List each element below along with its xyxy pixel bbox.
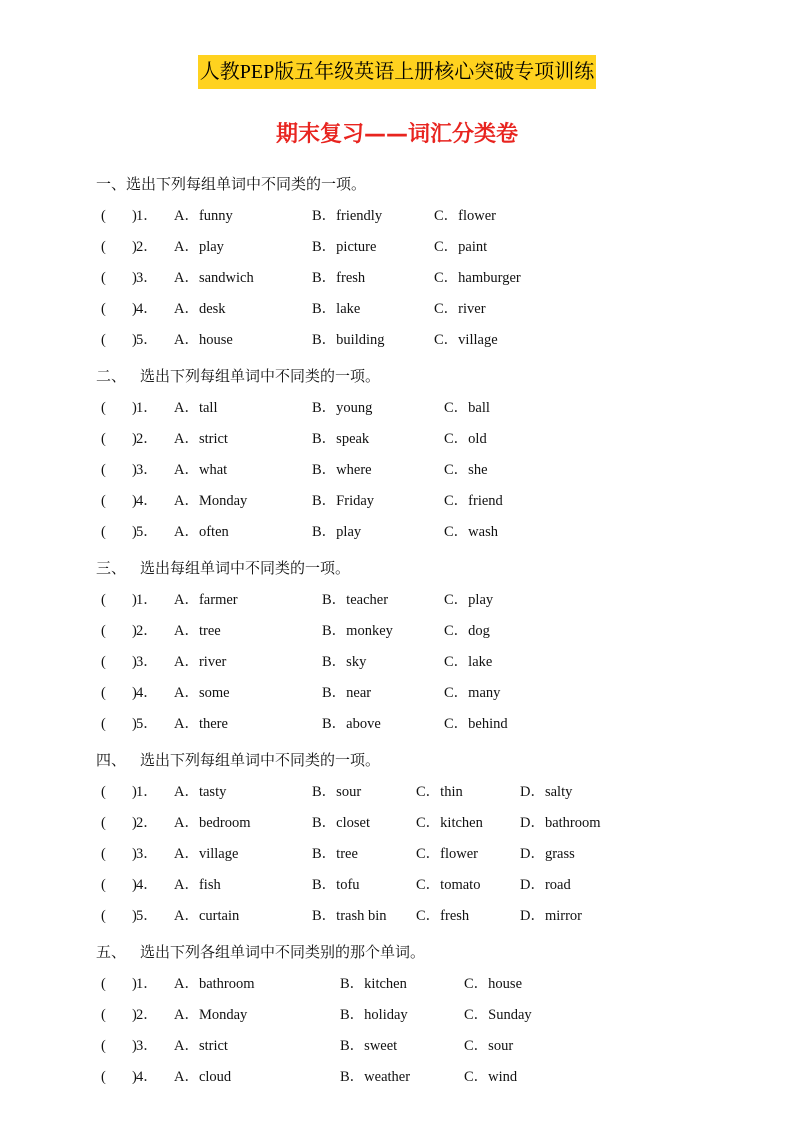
- option-c: C．village: [434, 332, 498, 348]
- question-row: [96, 1005, 776, 1036]
- option-a: A．fish: [174, 877, 221, 893]
- question-number: 2．: [136, 623, 158, 639]
- option-a: A．cloud: [174, 1069, 232, 1085]
- question-number: 2．: [136, 239, 158, 255]
- question-row: [96, 590, 776, 621]
- option-c: C．she: [444, 462, 488, 478]
- option-c: C．tomato: [416, 877, 481, 893]
- question-number: 2．: [136, 431, 158, 447]
- option-b: B．speak: [312, 431, 370, 447]
- option-b: B．tofu: [312, 877, 360, 893]
- answer-blank-close: ): [132, 431, 137, 447]
- section-2: [96, 364, 776, 553]
- question-row: [96, 1036, 776, 1067]
- answer-blank-open[interactable]: (: [101, 716, 106, 732]
- section-5: [96, 940, 776, 1098]
- section-instruction: 选出下列每组单词中不同类的一项。: [140, 367, 381, 385]
- option-c: C．Sunday: [464, 1007, 532, 1023]
- section-instruction: 选出每组单词中不同类的一项。: [140, 559, 351, 577]
- option-a: A．bathroom: [174, 976, 255, 992]
- question-number: 5．: [136, 332, 158, 348]
- option-b: B．play: [312, 524, 362, 540]
- question-row: [96, 621, 776, 652]
- option-b: B．closet: [312, 815, 370, 831]
- answer-blank-close: ): [132, 493, 137, 509]
- question-number: 4．: [136, 493, 158, 509]
- option-a: A．there: [174, 716, 228, 732]
- question-number: 2．: [136, 815, 158, 831]
- question-row: [96, 906, 776, 937]
- option-a: A．tall: [174, 400, 218, 416]
- option-b: B．sky: [322, 654, 367, 670]
- section-heading: [96, 556, 776, 580]
- option-a: A．often: [174, 524, 229, 540]
- option-d: D．bathroom: [520, 815, 601, 831]
- answer-blank-close: ): [132, 716, 137, 732]
- question-row: [96, 429, 776, 460]
- question-number: 1．: [136, 976, 158, 992]
- option-b: B．above: [322, 716, 381, 732]
- option-b: B．monkey: [322, 623, 393, 639]
- question-row: [96, 237, 776, 268]
- answer-blank-open[interactable]: (: [101, 784, 106, 800]
- question-number: 4．: [136, 1069, 158, 1085]
- option-d: D．salty: [520, 784, 573, 800]
- answer-blank-close: ): [132, 592, 137, 608]
- option-c: C．thin: [416, 784, 463, 800]
- section-heading: [96, 172, 776, 196]
- option-c: C．dog: [444, 623, 490, 639]
- section-3: [96, 556, 776, 745]
- option-b: B．holiday: [340, 1007, 408, 1023]
- option-b: B．building: [312, 332, 385, 348]
- answer-blank-close: ): [132, 846, 137, 862]
- question-row: [96, 522, 776, 553]
- section-heading: [96, 364, 776, 388]
- answer-blank-close: ): [132, 685, 137, 701]
- question-number: 4．: [136, 877, 158, 893]
- answer-blank-open[interactable]: (: [101, 431, 106, 447]
- answer-blank-close: ): [132, 1007, 137, 1023]
- answer-blank-open[interactable]: (: [101, 815, 106, 831]
- option-b: B．friendly: [312, 208, 383, 224]
- answer-blank-open[interactable]: (: [101, 1069, 106, 1085]
- question-number: 1．: [136, 400, 158, 416]
- option-c: C．paint: [434, 239, 488, 255]
- answer-blank-open[interactable]: (: [101, 1007, 106, 1023]
- option-a: A．farmer: [174, 592, 238, 608]
- answer-blank-open[interactable]: (: [101, 208, 106, 224]
- answer-blank-open[interactable]: (: [101, 654, 106, 670]
- option-b: B．fresh: [312, 270, 366, 286]
- question-number: 3．: [136, 270, 158, 286]
- answer-blank-open[interactable]: (: [101, 239, 106, 255]
- option-b: B．picture: [312, 239, 377, 255]
- section-ordinal: 五、: [96, 943, 127, 961]
- option-a: A．Monday: [174, 493, 248, 509]
- question-number: 3．: [136, 846, 158, 862]
- question-row: [96, 398, 776, 429]
- option-c: C．hamburger: [434, 270, 521, 286]
- option-c: C．flower: [416, 846, 479, 862]
- question-number: 2．: [136, 1007, 158, 1023]
- section-ordinal: 四、: [96, 751, 127, 769]
- answer-blank-close: ): [132, 877, 137, 893]
- option-b: B．lake: [312, 301, 361, 317]
- question-number: 4．: [136, 685, 158, 701]
- option-a: A．desk: [174, 301, 226, 317]
- option-c: C．wash: [444, 524, 498, 540]
- answer-blank-open[interactable]: (: [101, 908, 106, 924]
- question-row: [96, 268, 776, 299]
- option-a: A．what: [174, 462, 228, 478]
- option-c: C．ball: [444, 400, 490, 416]
- question-number: 5．: [136, 716, 158, 732]
- page-subtitle: 期末复习——词汇分类卷: [275, 122, 518, 147]
- option-c: C．old: [444, 431, 487, 447]
- answer-blank-close: ): [132, 654, 137, 670]
- question-number: 4．: [136, 301, 158, 317]
- answer-blank-close: ): [132, 1069, 137, 1085]
- question-row: [96, 1067, 776, 1098]
- question-row: [96, 875, 776, 906]
- option-c: C．kitchen: [416, 815, 483, 831]
- answer-blank-close: ): [132, 623, 137, 639]
- answer-blank-open[interactable]: (: [101, 270, 106, 286]
- option-c: C．lake: [444, 654, 493, 670]
- option-b: B．near: [322, 685, 372, 701]
- answer-blank-open[interactable]: (: [101, 524, 106, 540]
- option-a: A．strict: [174, 431, 228, 447]
- section-ordinal: 二、: [96, 367, 127, 385]
- option-c: C．wind: [464, 1069, 518, 1085]
- option-c: C．friend: [444, 493, 503, 509]
- option-b: B．sour: [312, 784, 362, 800]
- option-a: A．some: [174, 685, 230, 701]
- section-heading: [96, 940, 776, 964]
- section-4: [96, 748, 776, 937]
- answer-blank-open[interactable]: (: [101, 846, 106, 862]
- option-a: A．strict: [174, 1038, 228, 1054]
- answer-blank-close: ): [132, 400, 137, 416]
- option-c: C．many: [444, 685, 501, 701]
- option-a: A．house: [174, 332, 233, 348]
- answer-blank-open[interactable]: (: [101, 493, 106, 509]
- question-row: [96, 460, 776, 491]
- answer-blank-open[interactable]: (: [101, 976, 106, 992]
- answer-blank-close: ): [132, 784, 137, 800]
- answer-blank-close: ): [132, 270, 137, 286]
- question-number: 1．: [136, 784, 158, 800]
- section-ordinal: 一、: [96, 175, 127, 193]
- answer-blank-open[interactable]: (: [101, 623, 106, 639]
- answer-blank-open[interactable]: (: [101, 301, 106, 317]
- option-a: A．tree: [174, 623, 221, 639]
- option-d: D．road: [520, 877, 571, 893]
- option-a: A．play: [174, 239, 224, 255]
- answer-blank-open[interactable]: (: [101, 1038, 106, 1054]
- question-number: 5．: [136, 524, 158, 540]
- answer-blank-close: ): [132, 301, 137, 317]
- answer-blank-close: ): [132, 462, 137, 478]
- option-c: C．play: [444, 592, 494, 608]
- option-c: C．sour: [464, 1038, 514, 1054]
- answer-blank-close: ): [132, 908, 137, 924]
- question-row: [96, 299, 776, 330]
- section-instruction: 选出下列每组单词中不同类的一项。: [140, 751, 381, 769]
- answer-blank-close: ): [132, 1038, 137, 1054]
- option-c: C．flower: [434, 208, 497, 224]
- option-a: A．curtain: [174, 908, 240, 924]
- answer-blank-close: ): [132, 976, 137, 992]
- option-b: B．young: [312, 400, 373, 416]
- question-number: 5．: [136, 908, 158, 924]
- answer-blank-close: ): [132, 208, 137, 224]
- question-row: [96, 652, 776, 683]
- section-heading: [96, 748, 776, 772]
- option-b: B．teacher: [322, 592, 389, 608]
- answer-blank-close: ): [132, 815, 137, 831]
- option-c: C．house: [464, 976, 522, 992]
- answer-blank-close: ): [132, 332, 137, 348]
- question-row: [96, 714, 776, 745]
- option-b: B．Friday: [312, 493, 375, 509]
- question-row: [96, 813, 776, 844]
- answer-blank-open[interactable]: (: [101, 332, 106, 348]
- option-a: A．Monday: [174, 1007, 248, 1023]
- answer-blank-close: ): [132, 239, 137, 255]
- question-row: [96, 491, 776, 522]
- option-b: B．weather: [340, 1069, 411, 1085]
- section-instruction: 选出下列各组单词中不同类别的那个单词。: [140, 943, 426, 961]
- option-b: B．trash bin: [312, 908, 387, 924]
- answer-blank-open[interactable]: (: [101, 400, 106, 416]
- section-instruction: 选出下列每组单词中不同类的一项。: [126, 175, 367, 193]
- option-c: C．behind: [444, 716, 508, 732]
- option-a: A．village: [174, 846, 239, 862]
- option-d: D．grass: [520, 846, 575, 862]
- answer-blank-open[interactable]: (: [101, 877, 106, 893]
- answer-blank-open[interactable]: (: [101, 462, 106, 478]
- option-d: D．mirror: [520, 908, 583, 924]
- option-b: B．kitchen: [340, 976, 407, 992]
- option-a: A．river: [174, 654, 227, 670]
- question-row: [96, 330, 776, 361]
- question-number: 1．: [136, 592, 158, 608]
- option-b: B．tree: [312, 846, 358, 862]
- page-title: 人教PEP版五年级英语上册核心突破专项训练: [198, 55, 596, 89]
- question-number: 1．: [136, 208, 158, 224]
- option-a: A．bedroom: [174, 815, 251, 831]
- option-a: A．sandwich: [174, 270, 254, 286]
- answer-blank-open[interactable]: (: [101, 592, 106, 608]
- option-c: C．river: [434, 301, 486, 317]
- option-c: C．fresh: [416, 908, 470, 924]
- question-row: [96, 974, 776, 1005]
- option-a: A．funny: [174, 208, 233, 224]
- option-b: B．sweet: [340, 1038, 398, 1054]
- question-row: [96, 782, 776, 813]
- question-number: 3．: [136, 1038, 158, 1054]
- question-row: [96, 844, 776, 875]
- answer-blank-open[interactable]: (: [101, 685, 106, 701]
- section-1: [96, 172, 776, 361]
- question-row: [96, 206, 776, 237]
- question-number: 3．: [136, 462, 158, 478]
- section-ordinal: 三、: [96, 559, 127, 577]
- option-a: A．tasty: [174, 784, 227, 800]
- question-row: [96, 683, 776, 714]
- option-b: B．where: [312, 462, 372, 478]
- question-number: 3．: [136, 654, 158, 670]
- answer-blank-close: ): [132, 524, 137, 540]
